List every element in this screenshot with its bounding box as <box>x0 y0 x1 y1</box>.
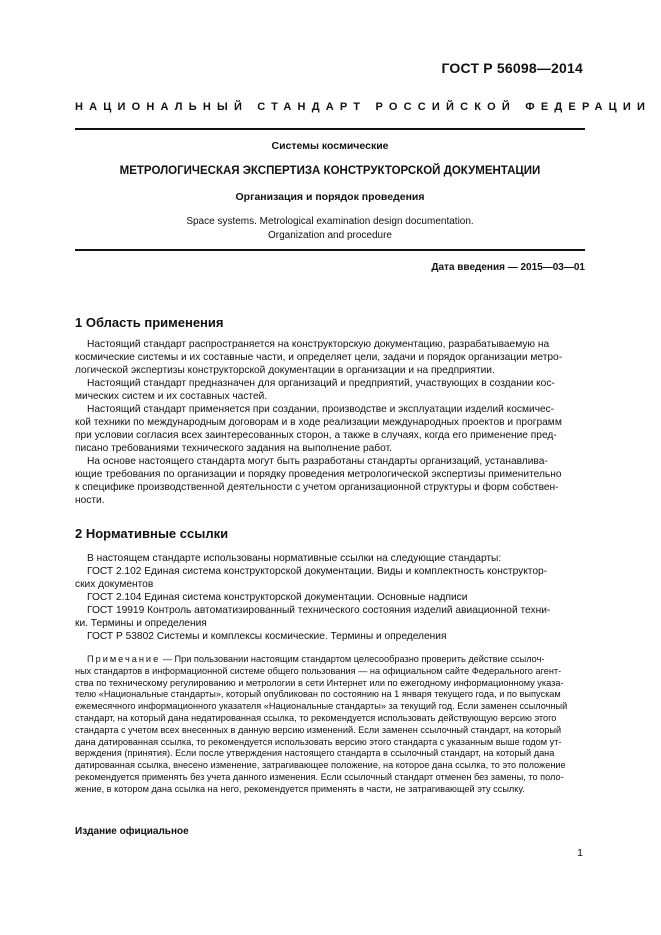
english-title-line-1: Space systems. Metrological examination design documentation. <box>186 216 474 227</box>
text-line: жение, в котором дана ссылка на него, рекомендуется применять в части, не затрагивающей эту ссылку. <box>75 783 525 794</box>
text-line: к специфике производственной деятельности с учетом организационной структуры и форм собствен- <box>75 482 559 493</box>
text-line: ности. <box>75 495 105 506</box>
text-line: ных стандартов в информационной системе общего пользования — на официальном сайте Федерального агент- <box>75 665 562 676</box>
text-line: при условии согласия всех заинтересованных сторон, а также в случаях, когда его применение пред- <box>75 430 557 441</box>
text-line: ских документов <box>75 579 154 590</box>
text-line: На основе настоящего стандарта могут быть разработаны стандарты организаций, устанавлива- <box>87 456 548 467</box>
section-2-body <box>75 552 585 643</box>
text-line: стандарт, на который дана недатированная ссылка, то рекомендуется использовать действующую версию этого <box>75 712 557 723</box>
note-label: Примечание <box>87 654 161 664</box>
text-line: ства по техническому регулированию и метрологии в сети Интернет или по ежегодному информационному указа- <box>75 677 564 688</box>
title-divider <box>75 249 585 251</box>
text-line: стандарта с учетом всех внесенных в данную версию изменений. Если заменен ссылочный стандарт, на который <box>75 724 562 735</box>
page-number: 1 <box>577 847 583 859</box>
text-line: рекомендуется применять без учета данного изменения. Если ссылочный стандарт отменен без замены, то поло- <box>75 771 564 782</box>
text-line: мических систем и их составных частей. <box>75 391 268 402</box>
text-line: — При пользовании настоящим стандартом целесообразно проверить действие ссылоч- <box>160 654 545 664</box>
text-line: ющие требования по организации и порядку проведения метрологической экспертизы применительно <box>75 469 562 480</box>
standard-number: ГОСТ Р 56098—2014 <box>441 60 583 76</box>
text-line: В настоящем стандарте использованы нормативные ссылки на следующие стандарты: <box>87 553 502 564</box>
text-line: Настоящий стандарт предназначен для организаций и предприятий, участвующих в создании кос- <box>87 378 555 389</box>
systems-line: Системы космические <box>271 140 389 152</box>
text-line: писано требованиями технического задания на выполнение работ. <box>75 443 392 454</box>
reference-gost-2-104: ГОСТ 2.104 Единая система конструкторской документации. Основные надписи <box>87 592 468 603</box>
reference-gost-r-53802: ГОСТ Р 53802 Системы и комплексы космические. Термины и определения <box>87 631 447 642</box>
document-title: МЕТРОЛОГИЧЕСКАЯ ЭКСПЕРТИЗА КОНСТРУКТОРСКОЙ ДОКУМЕНТАЦИИ <box>119 165 541 177</box>
note-block <box>75 654 585 796</box>
text-line: датированная ссылка, внесено изменение, затрагивающее положение, на которое дана ссылка, то это положение <box>75 760 566 771</box>
text-line: Настоящий стандарт применяется при создании, производстве и эксплуатации изделий космичес- <box>87 404 555 415</box>
section-1-body <box>75 338 585 507</box>
text-line: логической экспертизы конструкторской документации в организации и на предприятии. <box>75 365 495 376</box>
reference-gost-19919: ГОСТ 19919 Контроль автоматизированный технического состояния изделий авиационной техни- <box>87 605 551 616</box>
text-line: Настоящий стандарт распространяется на конструкторскую документацию, разрабатываемую на <box>87 339 550 350</box>
top-divider <box>75 128 585 130</box>
section-2-heading: 2 Нормативные ссылки <box>75 526 229 541</box>
english-title-line-2: Organization and procedure <box>268 230 392 241</box>
text-line: космические системы и их составные части, и определяет цели, задачи и порядок организации метро- <box>75 352 563 363</box>
text-line: телю «Национальные стандарты», который опубликован по состоянию на 1 января текущего года, и по выпускам <box>75 689 561 700</box>
text-line: дана датированная ссылка, то рекомендуется использовать версию этого стандарта с указанным выше годом ут- <box>75 736 562 747</box>
text-line: кой техники по международным договорам и в ходе реализации международных проектов и программ <box>75 417 562 428</box>
national-standard-banner: НАЦИОНАЛЬНЫЙ СТАНДАРТ РОССИЙСКОЙ ФЕДЕРАЦИИ <box>75 101 652 113</box>
text-line: верждения (принятия). Если после утверждения настоящего стандарта в ссылочный стандарт, на который дана <box>75 748 555 759</box>
note-first-line <box>75 654 585 666</box>
section-1-heading: 1 Область применения <box>75 315 224 330</box>
official-edition-label: Издание официальное <box>75 826 189 837</box>
text-line: ежемесячного информационного указателя «Национальные стандарты» за текущий год. Если заменен ссылочный <box>75 701 568 712</box>
document-subtitle: Организация и порядок проведения <box>235 191 425 203</box>
introduction-date: Дата введения — 2015—03—01 <box>431 262 585 273</box>
text-line: ки. Термины и определения <box>75 618 207 629</box>
reference-gost-2-102: ГОСТ 2.102 Единая система конструкторской документации. Виды и комплектность конструктор- <box>87 566 548 577</box>
